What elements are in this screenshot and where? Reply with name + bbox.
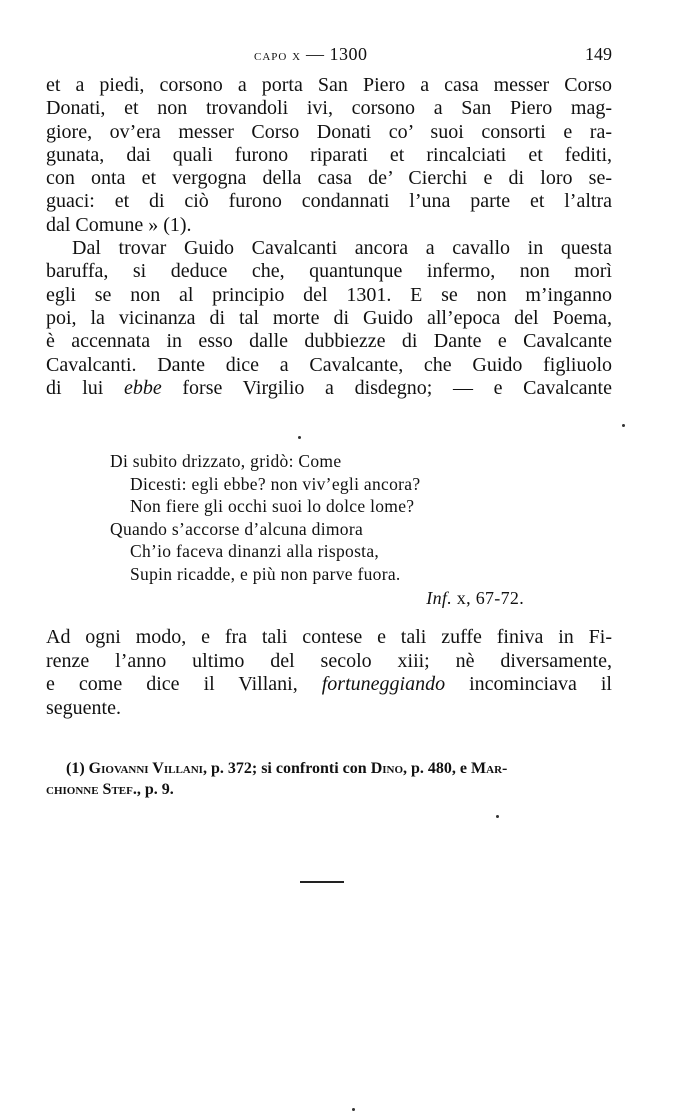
text-line: con onta et vergogna della casa de’ Cierchi e di loro se-: [46, 167, 612, 190]
page-number: 149: [585, 44, 612, 64]
text-line: è accennata in esso dalle dubbiezze di Dante e Cavalcante: [46, 330, 612, 353]
text-fragment: forse Virgilio a disdegno; — e Cavalcante: [161, 376, 612, 399]
verse-quotation: [110, 450, 530, 610]
text-line: Dal trovar Guido Cavalcanti ancora a cavallo in questa: [72, 237, 612, 260]
end-rule: [300, 881, 344, 883]
verse-line: Dicesti: egli ebbe? non viv’egli ancora?: [130, 473, 421, 494]
text-line: dal Comune » (1).: [46, 213, 192, 236]
footnote-author: Mar-: [471, 760, 508, 777]
footnote: [46, 758, 612, 800]
verse-citation: [110, 587, 530, 610]
closing-paragraph: [46, 626, 612, 720]
paper-speck: [352, 1108, 355, 1111]
verse-line: Non fiere gli occhi suoi lo dolce lome?: [130, 496, 415, 516]
text-line: guaci: et di ciò furono condannati l’una parte et l’altra: [46, 190, 612, 213]
text-line: gunata, dai quali furono riparati et rincalciati et fediti,: [46, 143, 612, 166]
text-line: baruffa, si deduce che, quantunque infermo, non morì: [46, 260, 612, 283]
footnote-text: , p. 9.: [136, 781, 174, 798]
verse-line: Ch’io faceva dinanzi alla risposta,: [130, 541, 380, 561]
text-fragment: di lui: [46, 376, 124, 399]
verse-line: Supin ricadde, e più non parve fuora.: [130, 563, 401, 584]
text-line: Cavalcanti. Dante dice a Cavalcante, che Guido figliuolo: [46, 353, 612, 376]
footnote-author: Dino: [370, 760, 404, 777]
footnote-marker: (1): [66, 760, 89, 777]
verse-line: Di subito drizzato, gridò: Come: [110, 451, 342, 471]
verse-line: Quando s’accorse d’alcuna dimora: [110, 518, 364, 539]
text-fragment: incominciava il: [445, 673, 612, 695]
text-line: poi, la vicinanza di tal morte di Guido all’epoca del Poema,: [46, 306, 612, 329]
running-head-year: — 1300: [301, 44, 368, 64]
page-header: [46, 44, 612, 72]
text-fragment: e come dice il Villani,: [46, 673, 322, 695]
text-line: Ad ogni modo, e fra tali contese e tali zuffe finiva in Fi-: [46, 626, 612, 648]
italic-word: fortuneggiando: [321, 673, 446, 695]
text-line: egli se non al principio del 1301. E se non m’inganno: [46, 283, 612, 306]
paragraph-2: [46, 237, 612, 400]
paper-speck: [298, 436, 301, 439]
text-line: et a piedi, corsono a porta San Piero a casa messer Corso: [46, 74, 612, 96]
paragraph-1: [46, 74, 612, 237]
main-text: [46, 74, 612, 400]
footnote-text: , p. 480, e: [403, 760, 472, 777]
text-line: seguente.: [46, 696, 121, 719]
running-head: [254, 44, 368, 65]
text-line: [46, 673, 612, 697]
italic-word: ebbe: [123, 376, 162, 399]
footnote-line: [46, 779, 612, 800]
footnote-author: Giovanni Villani: [88, 760, 203, 777]
paper-speck: [622, 424, 625, 427]
footnote-text: , p. 372; si confronti con: [202, 760, 371, 777]
citation-ref: x, 67-72.: [452, 588, 524, 608]
paper-speck: [496, 815, 499, 818]
running-head-chapter: capo x: [254, 48, 302, 64]
citation-work: Inf.: [426, 588, 452, 608]
text-line: giore, ov’era messer Corso Donati co’ suoi consorti e ra-: [46, 120, 612, 143]
text-line: renze l’anno ultimo del secolo xiii; nè diversamente,: [46, 649, 612, 672]
footnote-line: [66, 758, 612, 779]
text-line: [46, 377, 612, 400]
footnote-author: chionne Stef.: [46, 781, 137, 798]
text-line: Donati, et non trovandoli ivi, corsono a San Piero mag-: [46, 97, 612, 120]
